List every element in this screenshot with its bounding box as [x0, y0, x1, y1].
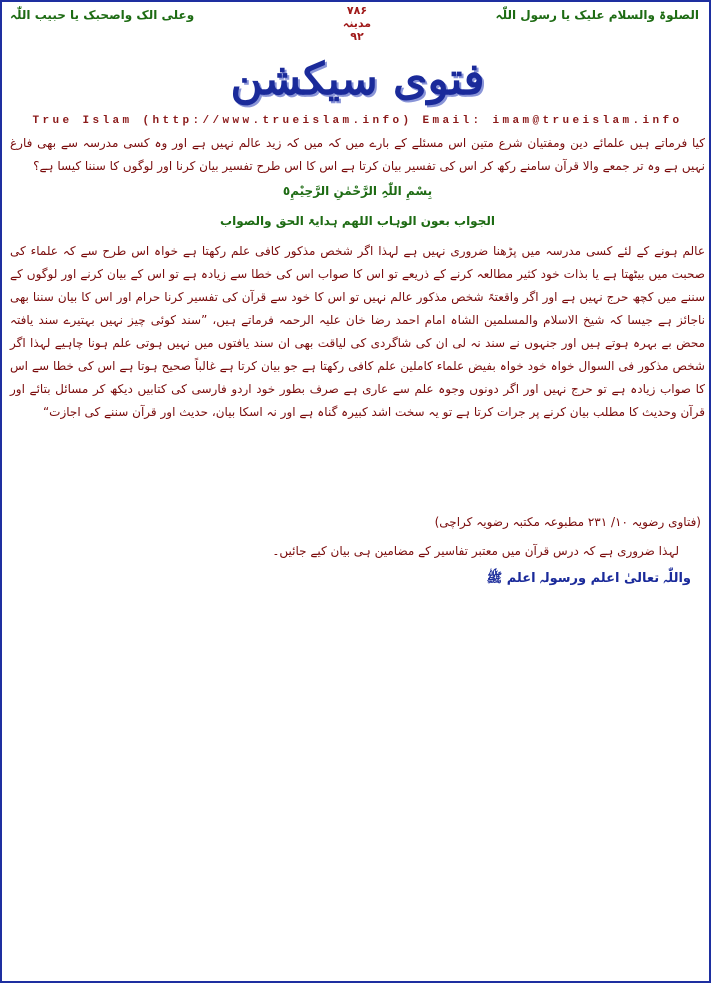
header-number-bottom: ۹۲ [350, 30, 364, 43]
answer-heading: الجواب بعون الوہاب اللھم ہدایۃ الحق والصواب [220, 214, 495, 228]
conclusion-text: لہذا ضروری ہے کہ درس قرآن میں معتبر تفاسیر کے مضامین ہی بیان کیے جائیں۔ [272, 544, 679, 558]
page-title: فتوی سیکشن [230, 54, 485, 105]
header-number-top: ۷۸۶ [346, 4, 368, 17]
site-contact-line: True Islam (http://www.trueislam.info) Email: imam@trueislam.info [32, 115, 683, 127]
closing-formula: واللّٰہ تعالیٰ اعلم ورسولہ اعلم ﷺ [486, 571, 691, 586]
bismillah: بِسْمِ اللّٰہِ الرَّحْمٰنِ الرَّحِیْمِ٥ [282, 184, 433, 198]
answer-text: عالم ہونے کے لئے کسی مدرسہ میں پڑھنا ضروری نہیں ہے لہذا اگر شخص مذکور کافی علم رکھتا ہے خواہ اس طرح سے کہ علماء کی صحبت میں بیٹھتا ہے یا بذات خود کثیر مطالعہ کرنے کے ذریعے تو اس کا صواب اس کی خطا سے زیادہ ہے تو اس کے بیان کرنے اور لوگوں کے سننے میں کچھ حرج نہیں ہے اور اگر واقعتہً شخص مذکور عالم نہیں تو اس کا خود سے قرآن کی تفسیر کرنا حرام اور اس کا بیان سننا بھی ناجائز ہے جیسا کہ شیخ الاسلام والمسلمین الشاہ امام احمد رضا خان علیہ الرحمہ فرماتے ہیں، ”سند کوئی چیز نہیں بہتیرے سند یافتہ محض بے بہرہ ہوتے ہیں اور جنہوں نے سند نہ لی ان کی شاگردی کی لیاقت بھی ان سند یافتوں میں نہیں ہوتی علم ہونا چاہیے لہذا اگر شخص مذکور فی السوال خواہ خود خواہ بفیض علماء کاملین علم کافی رکھتا ہے جو بیان کرتا ہے غالباً صحیح ہوتا ہے اس کی خطا سے اس کا صواب زیادہ ہے تو حرج نہیں اور اگر دونوں وجوہ علم سے عاری ہے صرف بطور خود اردو فارسی کی کتابیں دیکھ کر مسائل بتائے اور قرآن وحدیث کا مطلب بیان کرنے پر جرات کرتا ہے تو یہ سخت اشد کبیرہ گناہ ہے اور نہ اسکا بیان، حدیث اور قرآن سننے کی اجازت“ [10, 244, 705, 419]
question-text: کیا فرماتے ہیں علمائے دین ومفتیان شرع متین اس مسئلے کے بارے میں کہ میں کہ زید عالم نہیں ہے اور وہ کسی مدرسہ سے بھی فارغ نہیں ہے وہ تر جمعے والا قرآن سامنے رکھ کر اس کی تفسیر بیان کرتا ہے اس کا اس طرح تفسیر بیان کرنا اور لوگوں کا سننا کیسا ہے؟ [10, 136, 705, 173]
header-number-mid: مدینہ [342, 17, 372, 30]
reference-citation: (فتاوی رضویہ ۱۰/ ۲۳۱ مطبوعہ مکتبہ رضویہ کراچی) [434, 515, 701, 529]
header-salutation-left: وعلی الک واصحبک یا حبیب اللّٰہ [10, 8, 195, 22]
header-salutation-right: الصلوۃ والسلام علیک یا رسول اللّٰہ [495, 8, 699, 22]
header-number-block [332, 4, 382, 43]
